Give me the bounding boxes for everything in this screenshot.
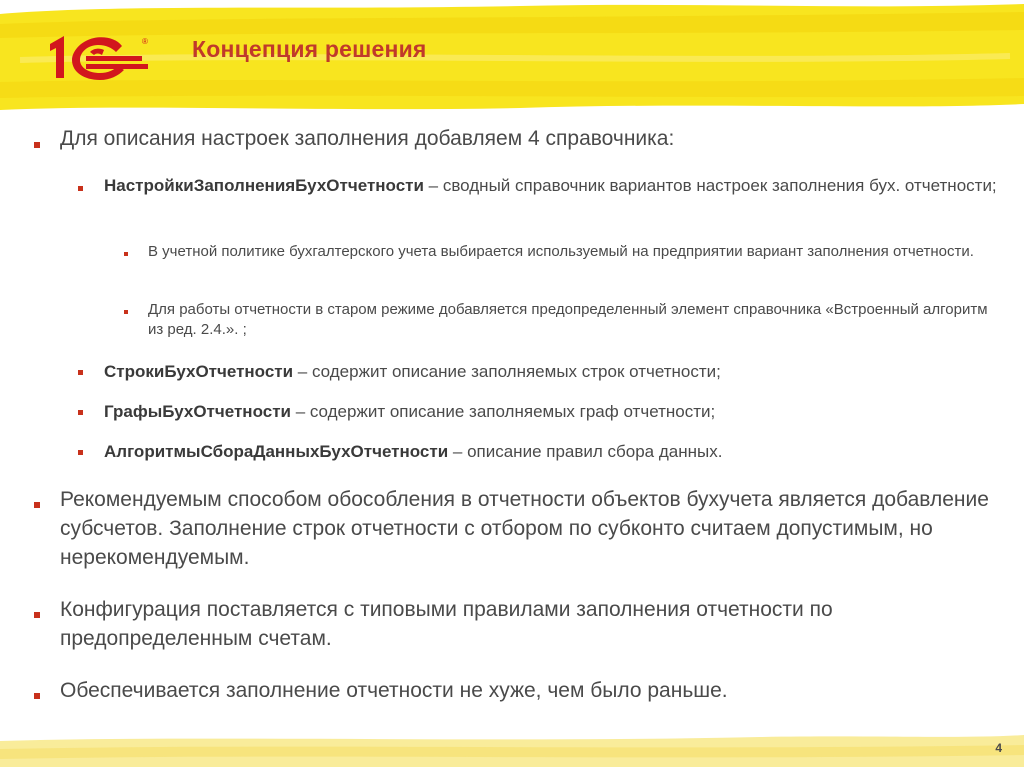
term-name: СтрокиБухОтчетности bbox=[104, 362, 294, 381]
term-name: НастройкиЗаполненияБухОтчетности bbox=[104, 176, 424, 195]
bullet-marker bbox=[78, 410, 83, 415]
bullet-marker bbox=[78, 450, 83, 455]
1c-logo-icon bbox=[44, 28, 164, 88]
list-item-text: ГрафыБухОтчетности – содержит описание заполняемых граф отчетности; bbox=[104, 402, 716, 421]
bullet-marker bbox=[34, 142, 40, 148]
list-item-text: Рекомендуемым способом обособления в отчетности объектов бухучета является добавление субсчетов. Заполнение строк отчетности с отбором по субконто считаем допустимым, но нерекомендуемым. bbox=[60, 488, 989, 569]
list-item-text: АлгоритмыСбораДанныхБухОтчетности – описание правил сбора данных. bbox=[104, 442, 723, 461]
slide-title: Концепция решения bbox=[192, 36, 427, 62]
list-item-text: НастройкиЗаполненияБухОтчетности – сводный справочник вариантов настроек заполнения бух. отчетности; bbox=[104, 176, 997, 195]
term-name: ГрафыБухОтчетности bbox=[104, 402, 291, 421]
bullet-marker bbox=[124, 252, 128, 256]
list-item-text: СтрокиБухОтчетности – содержит описание заполняемых строк отчетности; bbox=[104, 362, 721, 381]
term-name: АлгоритмыСбораДанныхБухОтчетности bbox=[104, 442, 449, 461]
svg-text:®: ® bbox=[142, 37, 148, 46]
list-item-text: Для описания настроек заполнения добавляем 4 справочника: bbox=[60, 127, 675, 150]
footer-brush-band bbox=[0, 733, 1024, 767]
bullet-marker bbox=[78, 186, 83, 191]
bullet-marker bbox=[34, 612, 40, 618]
bullet-marker bbox=[34, 502, 40, 508]
bullet-marker bbox=[34, 693, 40, 699]
bullet-marker bbox=[124, 310, 128, 314]
list-item-text: В учетной политике бухгалтерского учета выбирается используемый на предприятии вариант заполнения отчетности. bbox=[148, 243, 974, 260]
page-number: 4 bbox=[995, 741, 1002, 755]
list-item-text: Обеспечивается заполнение отчетности не хуже, чем было раньше. bbox=[60, 679, 728, 702]
list-item-text: Для работы отчетности в старом режиме добавляется предопределенный элемент справочника «Встроенный алгоритм из ред. 2.4.». ; bbox=[148, 301, 988, 338]
bullet-marker bbox=[78, 370, 83, 375]
list-item-text: Конфигурация поставляется с типовыми правилами заполнения отчетности по предопределенным счетам. bbox=[60, 598, 833, 650]
